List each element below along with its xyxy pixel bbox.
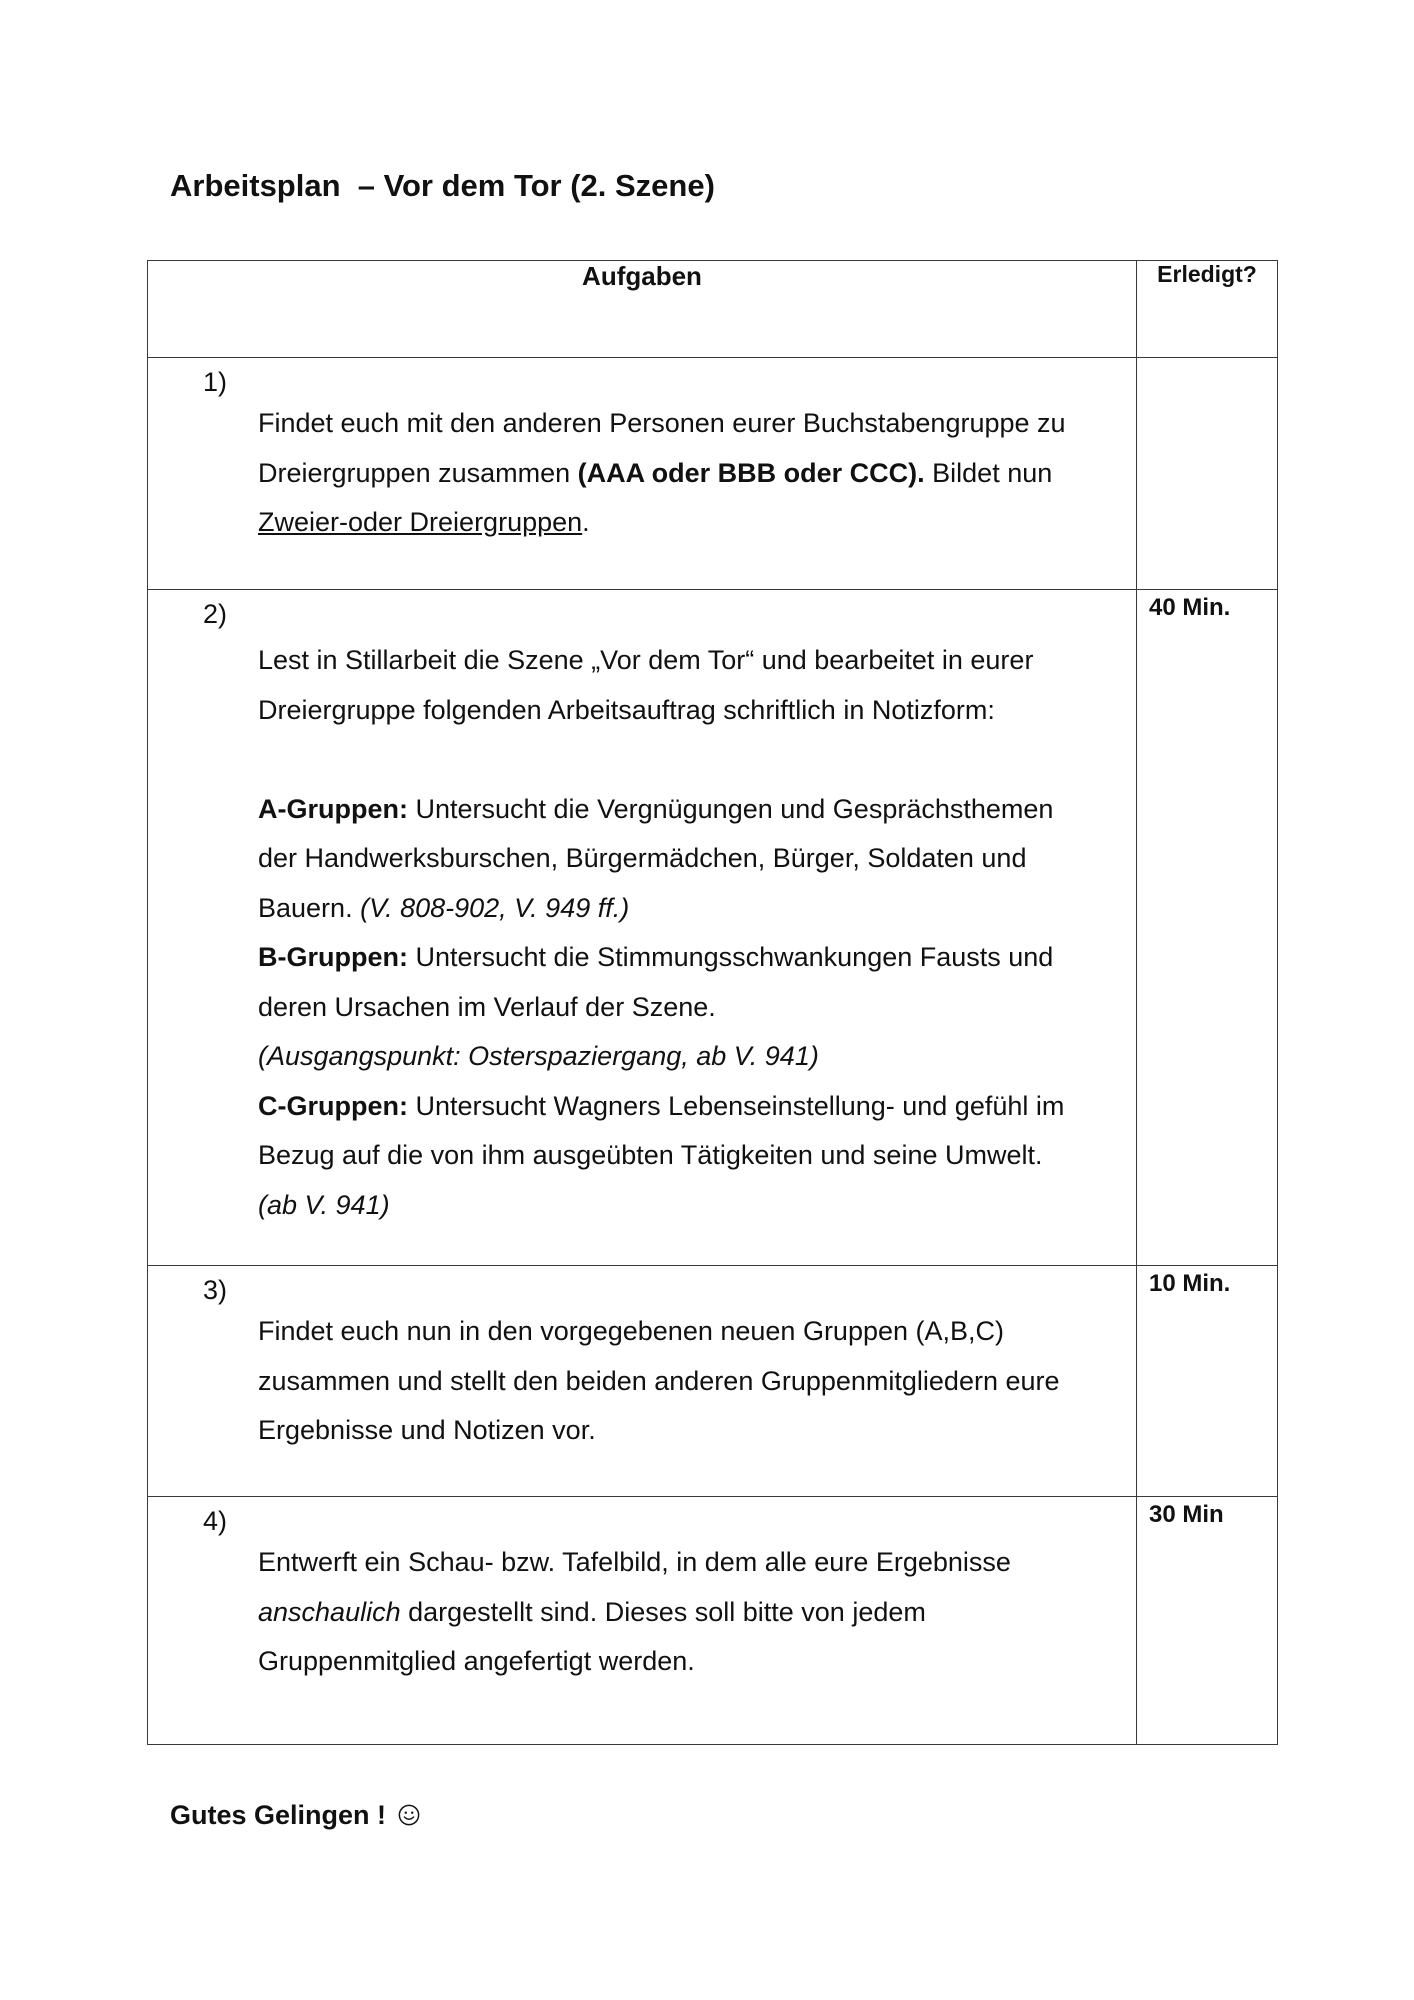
header-tasks: Aufgaben <box>148 261 1137 358</box>
done-cell-1 <box>1137 358 1278 590</box>
task-text-line <box>258 449 1116 499</box>
task-text-line: deren Ursachen im Verlauf der Szene. <box>258 991 716 1022</box>
task-number: 1) <box>203 367 228 397</box>
group-letters: (AAA oder BBB oder CCC). <box>577 457 925 488</box>
text-span: Bildet nun <box>924 457 1053 488</box>
emphasized-word: anschaulich <box>258 1596 401 1627</box>
time-label <box>1137 358 1277 364</box>
time-label: 40 Min. <box>1149 594 1231 621</box>
table-row <box>148 1497 1278 1745</box>
task-text-line: Ergebnisse und Notizen vor. <box>258 1415 596 1445</box>
table-header-row <box>148 261 1278 358</box>
time-label: 10 Min. <box>1149 1270 1231 1297</box>
text-span: Untersucht die Vergnügungen und Gesprächsthemen <box>407 793 1054 824</box>
task-number: 2) <box>203 599 228 629</box>
task-text-line: Findet euch mit den anderen Personen eurer Buchstabengruppe zu <box>258 408 1066 438</box>
text-span: . <box>582 507 590 537</box>
task-text-line <box>258 933 1116 983</box>
closing-text: Gutes Gelingen ! <box>170 1800 394 1830</box>
done-cell-2 <box>1137 590 1278 1266</box>
task-text-line: Entwerft ein Schau- bzw. Tafelbild, in dem alle eure Ergebnisse <box>258 1547 1011 1577</box>
task-number: 4) <box>203 1506 228 1536</box>
task-cell-3 <box>148 1266 1137 1497</box>
verse-reference: (ab V. 941) <box>258 1189 390 1220</box>
group-label-a: A-Gruppen: <box>258 793 408 824</box>
time-label: 30 Min <box>1149 1501 1224 1528</box>
task-text-line: Findet euch nun in den vorgegebenen neuen Gruppen (A,B,C) <box>258 1316 1005 1346</box>
task-text-line: der Handwerksburschen, Bürgermädchen, Bürger, Soldaten und <box>258 843 1027 873</box>
task-text-line <box>258 1082 1116 1132</box>
group-label-b: B-Gruppen: <box>258 942 408 972</box>
task-cell-4 <box>148 1497 1137 1745</box>
underlined-text: Zweier-oder Dreiergruppen <box>258 507 583 537</box>
text-span: Bauern. <box>258 892 361 923</box>
task-text-line: zusammen und stellt den beiden anderen Gruppenmitgliedern eure <box>258 1365 1060 1396</box>
page-title: Arbeitsplan – Vor dem Tor (2. Szene) <box>170 168 715 203</box>
text-span: Untersucht die Stimmungsschwankungen Fausts und <box>407 942 1054 972</box>
done-cell-3 <box>1137 1266 1278 1497</box>
verse-reference: (V. 808-902, V. 949 ff.) <box>360 892 630 923</box>
table-row <box>148 590 1278 1266</box>
text-span: Untersucht Wagners Lebenseinstellung- und gefühl im <box>407 1090 1065 1121</box>
task-text-line <box>258 884 1116 934</box>
verse-reference: (Ausgangspunkt: Osterspaziergang, ab V. 941) <box>258 1041 819 1071</box>
task-number: 3) <box>203 1275 228 1305</box>
spacer <box>258 735 1116 785</box>
work-plan-table <box>147 260 1278 1745</box>
task-cell-1 <box>148 358 1137 590</box>
closing-note <box>170 1800 420 1831</box>
text-span: dargestellt sind. Dieses soll bitte von jedem <box>400 1596 926 1627</box>
table-row <box>148 358 1278 590</box>
task-text-line: Gruppenmitglied angefertigt werden. <box>258 1646 695 1676</box>
task-text-line: Dreiergruppe folgenden Arbeitsauftrag schriftlich in Notizform: <box>258 694 995 725</box>
done-cell-4 <box>1137 1497 1278 1745</box>
smiley-icon <box>398 1804 420 1826</box>
group-label-c: C-Gruppen: <box>258 1090 408 1121</box>
text-span: Dreiergruppen zusammen <box>258 457 578 488</box>
table-row <box>148 1266 1278 1497</box>
task-text-line <box>258 1588 1116 1638</box>
header-done: Erledigt? <box>1137 261 1278 358</box>
task-text-line: Bezug auf die von ihm ausgeübten Tätigkeiten und seine Umwelt. <box>258 1140 1043 1170</box>
task-text-line <box>258 785 1116 835</box>
task-text-line <box>258 498 1116 548</box>
task-text-line: Lest in Stillarbeit die Szene „Vor dem Tor“ und bearbeitet in eurer <box>258 645 1034 675</box>
task-cell-2 <box>148 590 1137 1266</box>
